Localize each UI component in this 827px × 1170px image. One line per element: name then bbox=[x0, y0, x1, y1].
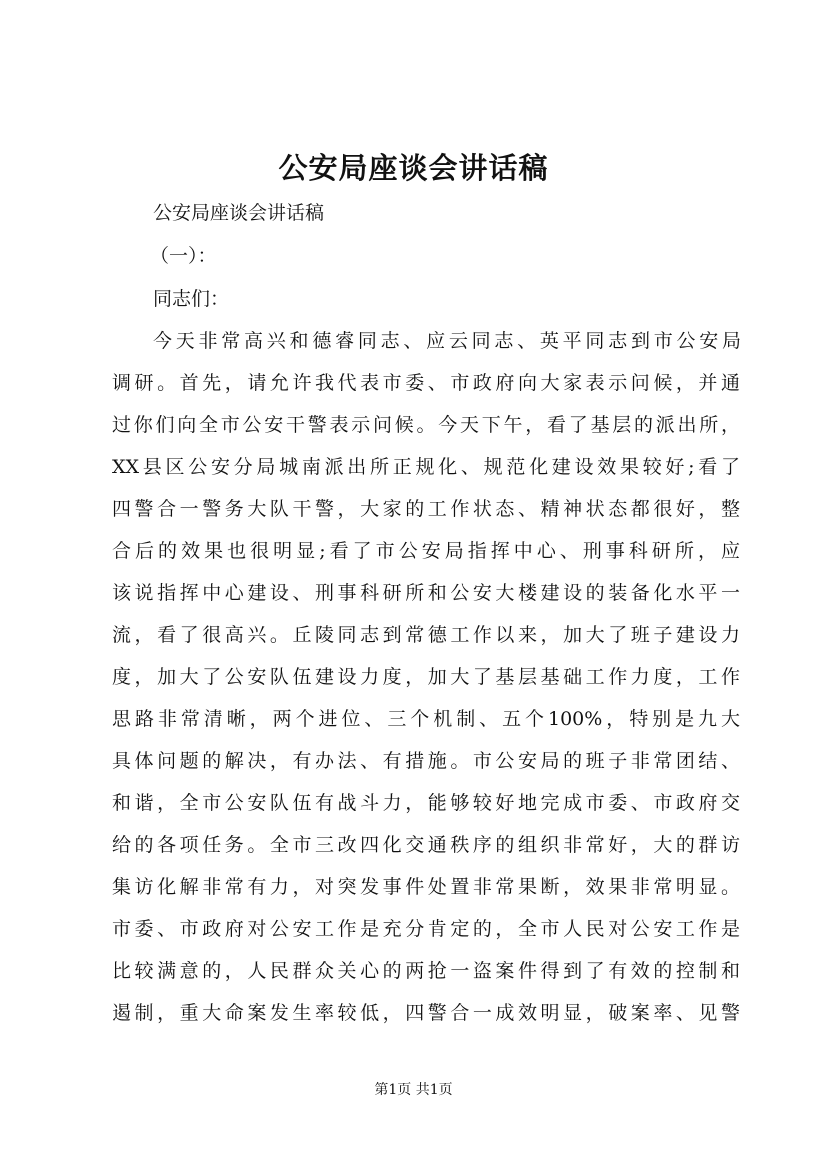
salutation: 同志们： bbox=[153, 288, 230, 310]
body-line: XX县区公安分局城南派出所正规化、规范化建设效果较好;看了 bbox=[112, 456, 740, 478]
body-line: 遏制，重大命案发生率较低，四警合一成效明显，破案率、见警 bbox=[112, 1002, 740, 1024]
page-footer: 第1页 共1页 bbox=[374, 1082, 453, 1098]
body-line: 今天非常高兴和德睿同志、应云同志、英平同志到市公安局 bbox=[153, 330, 741, 352]
body-line: 度，加大了公安队伍建设力度，加大了基层基础工作力度，工作 bbox=[112, 666, 740, 688]
body-line: 该说指挥中心建设、刑事科研所和公安大楼建设的装备化水平一 bbox=[112, 582, 740, 604]
document-subtitle: 公安局座谈会讲话稿 bbox=[153, 202, 325, 224]
body-line: 调研。首先，请允许我代表市委、市政府向大家表示问候，并通 bbox=[112, 372, 740, 394]
section-marker: （一）： bbox=[150, 245, 217, 267]
body-line: 和谐，全市公安队伍有战斗力，能够较好地完成市委、市政府交 bbox=[112, 792, 740, 814]
body-line: 思路非常清晰，两个进位、三个机制、五个100%，特别是九大 bbox=[112, 708, 740, 730]
body-line: 流，看了很高兴。丘陵同志到常德工作以来，加大了班子建设力 bbox=[112, 624, 740, 646]
body-line: 集访化解非常有力，对突发事件处置非常果断，效果非常明显。 bbox=[112, 876, 740, 898]
document-title: 公安局座谈会讲话稿 bbox=[278, 151, 549, 185]
body-line: 四警合一警务大队干警，大家的工作状态、精神状态都很好，整 bbox=[112, 498, 740, 520]
body-line: 具体问题的解决，有办法、有措施。市公安局的班子非常团结、 bbox=[112, 750, 740, 772]
body-line: 过你们向全市公安干警表示问候。今天下午，看了基层的派出所， bbox=[112, 414, 740, 436]
body-line: 比较满意的，人民群众关心的两抢一盗案件得到了有效的控制和 bbox=[112, 960, 740, 982]
body-line: 给的各项任务。全市三改四化交通秩序的组织非常好，大的群访 bbox=[112, 834, 740, 856]
body-line: 合后的效果也很明显;看了市公安局指挥中心、刑事科研所，应 bbox=[112, 540, 740, 562]
body-line: 市委、市政府对公安工作是充分肯定的，全市人民对公安工作是 bbox=[112, 918, 740, 940]
